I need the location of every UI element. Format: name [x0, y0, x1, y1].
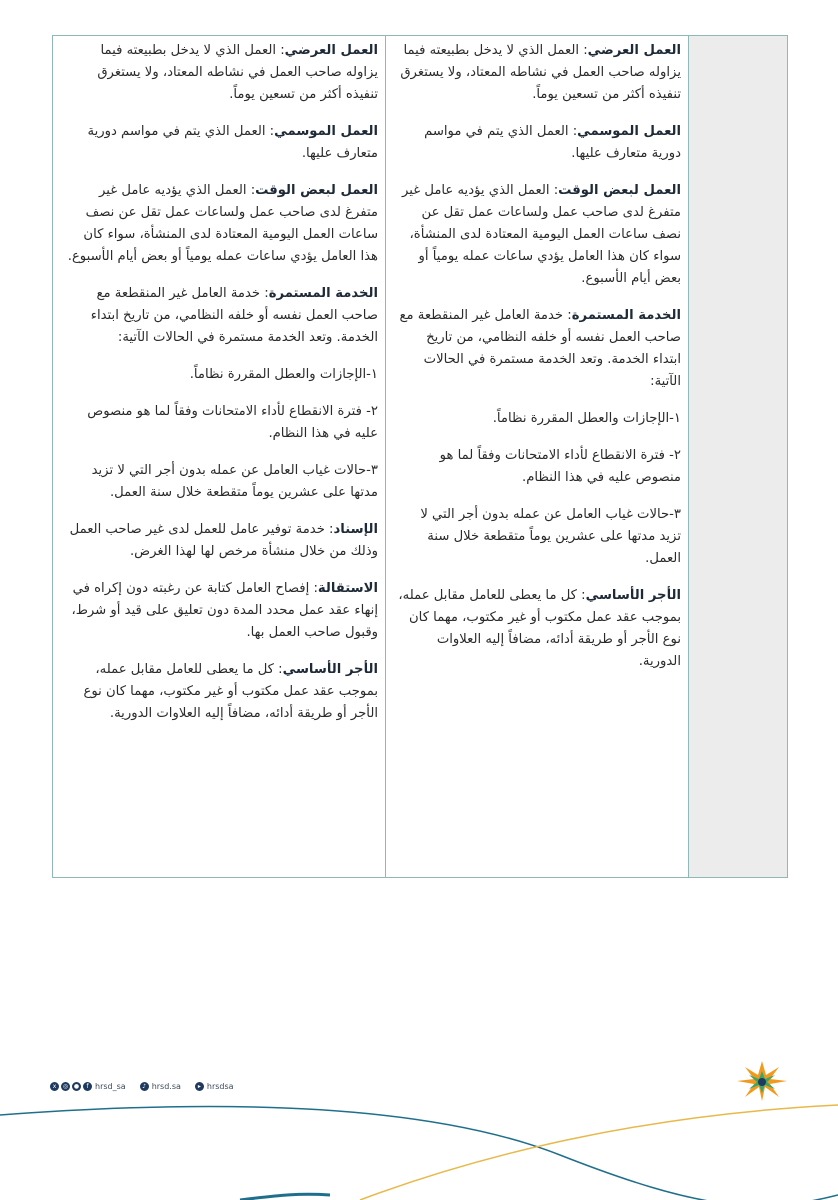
website: hrsd.sa — [151, 1081, 181, 1091]
definition-paragraph — [65, 40, 378, 106]
definition-term: العمل العرضي — [284, 43, 378, 58]
definition-term: الخدمة المستمرة — [571, 308, 681, 323]
definition-text: : العمل الذي يتم في مواسم دورية متعارف عليها. — [424, 124, 681, 161]
definitions-table — [52, 35, 788, 878]
definition-paragraph — [65, 364, 378, 386]
definition-paragraph — [396, 121, 681, 165]
middle-column — [385, 36, 688, 877]
definition-term: الاستقالة — [317, 581, 378, 596]
snapchat-icon: ● — [73, 1082, 80, 1090]
definition-text: : العمل الذي يتم في مواسم دورية متعارف عليها. — [87, 124, 378, 161]
decorative-waves — [0, 1095, 838, 1200]
x-icon: x — [50, 1082, 59, 1091]
definition-text: : العمل الذي يؤديه عامل غير متفرغ لدى صاحب عمل ولساعات عمل تقل عن نصف ساعات العمل اليومية المعتادة لدى المنشأة، سواء كان هذا العامل يؤدي ساعات عمله يومياً أو بعض أيام الأسبوع. — [402, 183, 681, 286]
social-handle-link[interactable] — [50, 1082, 126, 1091]
definition-text: ٣-حالات غياب العامل عن عمله بدون أجر التي لا تزيد مدتها على عشرين يوماً متقطعة خلال سنة العمل. — [420, 507, 681, 566]
youtube-icon: ▸ — [195, 1082, 204, 1091]
definition-text: : خدمة العامل غير المنقطعة مع صاحب العمل نفسه أو خلفه النظامي، من تاريخ ابتداء الخدمة. وتعد الخدمة مستمرة في الحالات الآتية: — [90, 286, 378, 345]
definition-text: : العمل الذي يؤديه عامل غير متفرغ لدى صاحب عمل ولساعات عمل تقل عن نصف ساعات العمل اليومية المعتادة لدى المنشأة، سواء كان هذا العامل يؤدي ساعات عمله يومياً أو بعض أيام الأسبوع. — [67, 183, 378, 264]
tiktok-icon: ♪ — [140, 1082, 149, 1091]
definition-paragraph — [396, 305, 681, 393]
definition-paragraph — [65, 283, 378, 349]
definition-term: الأجر الأساسي — [282, 662, 378, 677]
definition-paragraph — [65, 401, 378, 445]
definition-term: الأجر الأساسي — [585, 588, 681, 603]
youtube-link[interactable] — [195, 1082, 234, 1091]
definition-term: الخدمة المستمرة — [268, 286, 378, 301]
footer-social-links — [50, 1080, 242, 1092]
left-column — [53, 36, 385, 877]
definition-paragraph — [65, 180, 378, 268]
definition-text: : العمل الذي لا يدخل بطبيعته فيما يزاوله صاحب العمل في نشاطه المعتاد، ولا يستغرق تنفيذه أكثر من تسعين يوماً. — [400, 43, 681, 102]
youtube-handle: hrsdsa — [206, 1081, 234, 1091]
definition-paragraph — [65, 121, 378, 165]
definition-paragraph — [396, 585, 681, 673]
definition-text: ٣-حالات غياب العامل عن عمله بدون أجر التي لا تزيد مدتها على عشرين يوماً متقطعة خلال سنة العمل. — [91, 463, 378, 500]
social-handle: hrsd_sa — [95, 1081, 126, 1091]
instagram-icon: ◎ — [62, 1082, 69, 1090]
definition-text: : إفصاح العامل كتابة عن رغبته دون إكراه في إنهاء عقد عمل محدد المدة دون تعليق على قيد أو شرط، وقبول صاحب العمل بها. — [71, 581, 378, 640]
definition-term: العمل لبعض الوقت — [558, 183, 681, 198]
table-header-column — [688, 36, 787, 877]
definition-paragraph — [65, 519, 378, 563]
definition-paragraph — [396, 504, 681, 570]
definition-term: العمل الموسمي — [577, 124, 681, 139]
definition-paragraph — [65, 460, 378, 504]
definition-term: العمل لبعض الوقت — [255, 183, 378, 198]
definition-text: : خدمة توفير عامل للعمل لدى غير صاحب العمل وذلك من خلال منشأة مرخص لها لهذا الغرض. — [69, 522, 378, 559]
definition-paragraph — [396, 445, 681, 489]
definition-text: ١-الإجازات والعطل المقررة نظاماً. — [189, 367, 378, 382]
definition-text: : خدمة العامل غير المنقطعة مع صاحب العمل نفسه أو خلفه النظامي، من تاريخ ابتداء الخدمة. وتعد الخدمة مستمرة في الحالات الآتية: — [399, 308, 681, 389]
definition-text: ٢- فترة الانقطاع لأداء الامتحانات وفقاً لما هو منصوص عليه في هذا النظام. — [439, 448, 681, 485]
definition-term: الإسناد — [333, 522, 378, 537]
facebook-icon: f — [83, 1082, 92, 1091]
definition-paragraph — [65, 659, 378, 725]
definition-text: : كل ما يعطى للعامل مقابل عمله، بموجب عقد عمل مكتوب أو غير مكتوب، مهما كان نوع الأجر أو طريقة أدائه، مضافاً إليه العلاوات الدورية. — [398, 588, 681, 669]
definition-text: ٢- فترة الانقطاع لأداء الامتحانات وفقاً لما هو منصوص عليه في هذا النظام. — [87, 404, 378, 441]
definition-paragraph — [65, 578, 378, 644]
definition-text: : كل ما يعطى للعامل مقابل عمله، بموجب عقد عمل مكتوب أو غير مكتوب، مهما كان نوع الأجر أو طريقة أدائه، مضافاً إليه العلاوات الدورية. — [83, 662, 378, 721]
definition-term: العمل الموسمي — [274, 124, 378, 139]
definition-paragraph — [396, 40, 681, 106]
definition-text: ١-الإجازات والعطل المقررة نظاماً. — [492, 411, 681, 426]
definition-term: العمل العرضي — [587, 43, 681, 58]
definition-paragraph — [396, 408, 681, 430]
website-link[interactable] — [140, 1082, 181, 1091]
definition-paragraph — [396, 180, 681, 290]
definition-text: : العمل الذي لا يدخل بطبيعته فيما يزاوله صاحب العمل في نشاطه المعتاد، ولا يستغرق تنفيذه أكثر من تسعين يوماً. — [97, 43, 378, 102]
